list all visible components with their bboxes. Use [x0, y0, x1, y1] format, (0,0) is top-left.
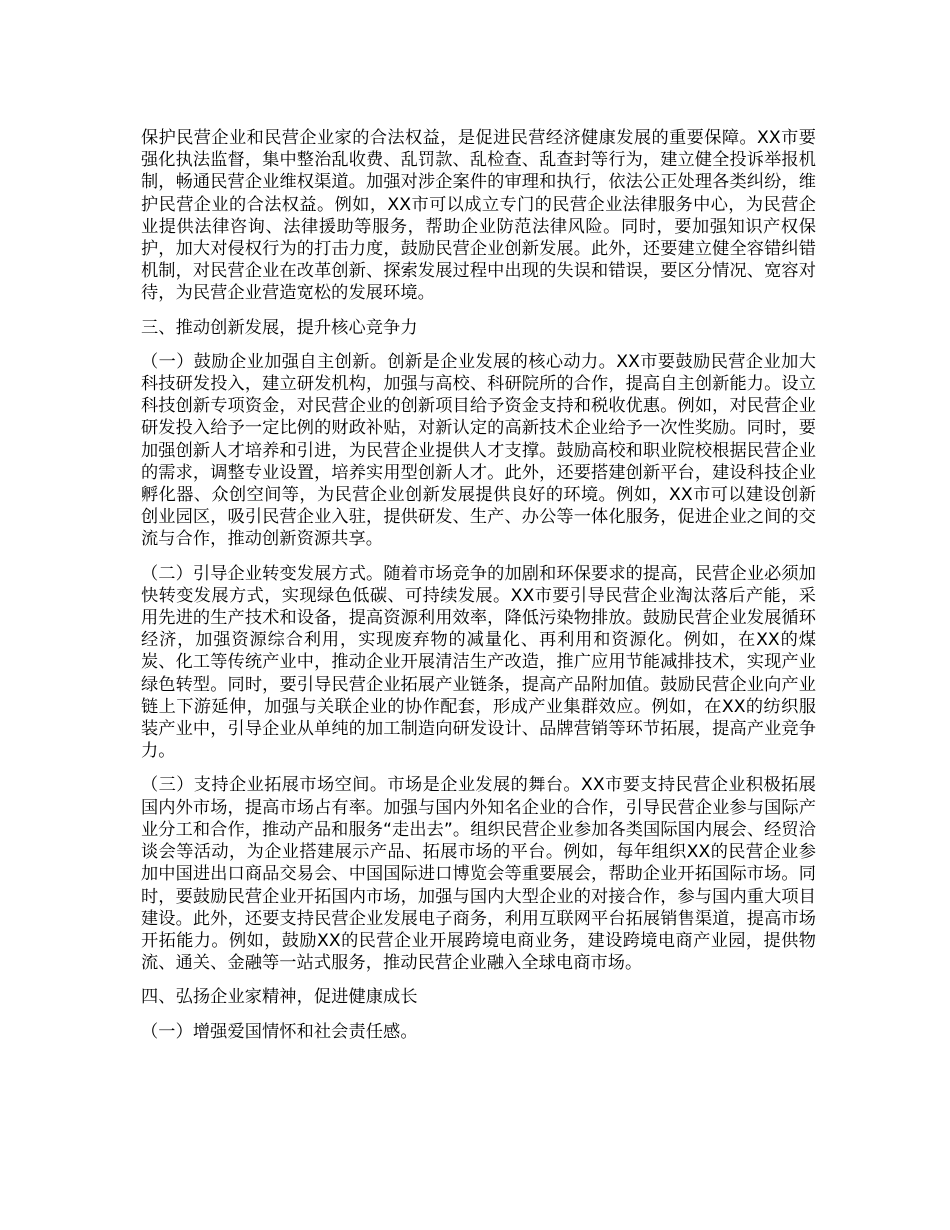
section-heading-entrepreneurship: 四、弘扬企业家精神，促进健康成长	[141, 987, 418, 1008]
paragraph-development-mode: （二）引导企业转变发展方式。随着市场竞争的加剧和环保要求的提高，民营企业必须加快转变发展方式，实现绿色低碳、可持续发展。XX市要引导民营企业淘汰落后产能，采用先进的生产技术和设备，提高资源利用效率，降低污染物排放。鼓励民营企业发展循环经济，加强资源综合利用，实现废弃物的减量化、再利用和资源化。例如，在XX的煤炭、化工等传统产业中，推动企业开展清洁生产改造，推广应用节能减排技术，实现产业绿色转型。同时，要引导民营企业拓展产业链条，提高产品附加值。鼓励民营企业向产业链上下游延伸，加强与关联企业的协作配套，形成产业集群效应。例如，在XX的纺织服装产业中，引导企业从单纯的加工制造向研发设计、品牌营销等环节拓展，提高产业竞争力。	[141, 563, 816, 762]
document-page	[141, 127, 816, 1055]
section-heading-innovation: 三、推动创新发展，提升核心竞争力	[141, 317, 418, 338]
subsection-heading-patriotism: （一）增强爱国情怀和社会责任感。	[141, 1021, 418, 1042]
paragraph-market-expansion: （三）支持企业拓展市场空间。市场是企业发展的舞台。XX市要支持民营企业积极拓展国内外市场，提高市场占有率。加强与国内外知名企业的合作，引导民营企业参与国际产业分工和合作，推动产品和服务“走出去”。组织民营企业参加各类国际国内展会、经贸洽谈会等活动，为企业搭建展示产品、拓展市场的平台。例如，每年组织XX的民营企业参加中国进出口商品交易会、中国国际进口博览会等重要展会，帮助企业开拓国际市场。同时，要鼓励民营企业开拓国内市场，加强与国内大型企业的对接合作，参与国内重大项目建设。此外，还要支持民营企业发展电子商务，利用互联网平台拓展销售渠道，提高市场开拓能力。例如，鼓励XX的民营企业开展跨境电商业务，建设跨境电商产业园，提供物流、通关、金融等一站式服务，推动民营企业融入全球电商市场。	[141, 775, 816, 974]
paragraph-legal-rights: 保护民营企业和民营企业家的合法权益，是促进民营经济健康发展的重要保障。XX市要强化执法监督，集中整治乱收费、乱罚款、乱检查、乱查封等行为，建立健全投诉举报机制，畅通民营企业维权渠道。加强对涉企案件的审理和执行，依法公正处理各类纠纷，维护民营企业的合法权益。例如，XX市可以成立专门的民营企业法律服务中心，为民营企业提供法律咨询、法律援助等服务，帮助企业防范法律风险。同时，要加强知识产权保护，加大对侵权行为的打击力度，鼓励民营企业创新发展。此外，还要建立健全容错纠错机制，对民营企业在改革创新、探索发展过程中出现的失误和错误，要区分情况、宽容对待，为民营企业营造宽松的发展环境。	[141, 128, 816, 304]
paragraph-independent-innovation: （一）鼓励企业加强自主创新。创新是企业发展的核心动力。XX市要鼓励民营企业加大科技研发投入，建立研发机构，加强与高校、科研院所的合作，提高自主创新能力。设立科技创新专项资金，对民营企业的创新项目给予资金支持和税收优惠。例如，对民营企业研发投入给予一定比例的财政补贴，对新认定的高新技术企业给予一次性奖励。同时，要加强创新人才培养和引进，为民营企业提供人才支撑。鼓励高校和职业院校根据民营企业的需求，调整专业设置，培养实用型创新人才。此外，还要搭建创新平台，建设科技企业孵化器、众创空间等，为民营企业创新发展提供良好的环境。例如，XX市可以建设创新创业园区，吸引民营企业入驻，提供研发、生产、办公等一体化服务，促进企业之间的交流与合作，推动创新资源共享。	[141, 351, 816, 550]
